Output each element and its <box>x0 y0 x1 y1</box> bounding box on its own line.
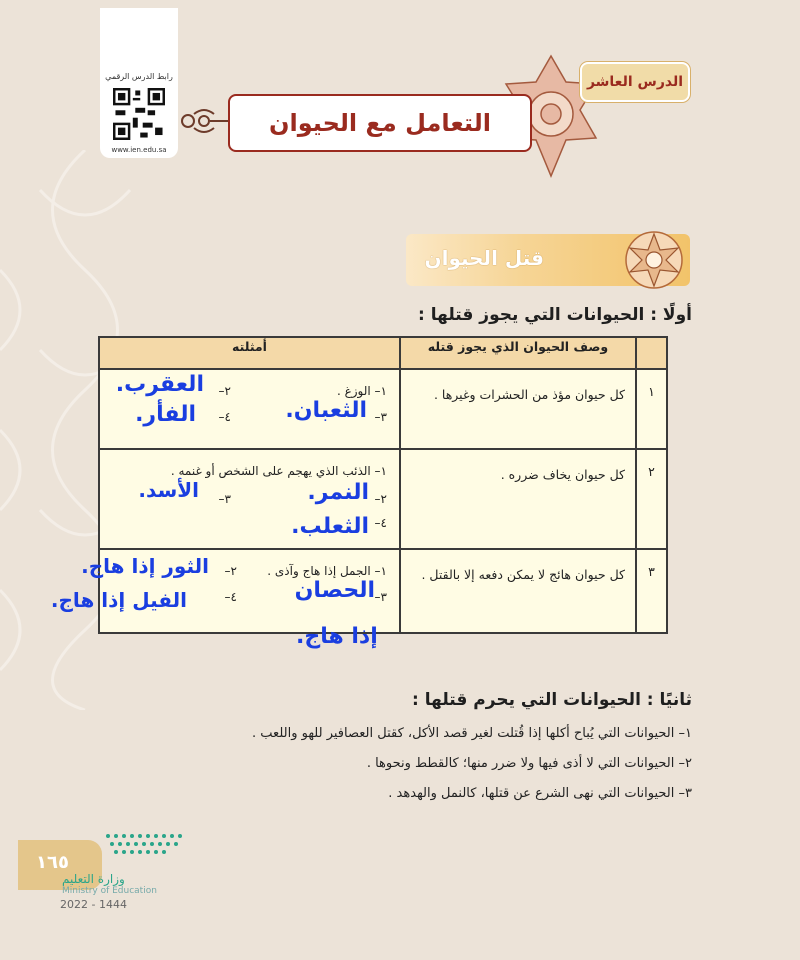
edition-year: 2022 - 1444 <box>60 898 127 911</box>
qr-code-icon[interactable] <box>113 88 165 140</box>
qr-label: رابط الدرس الرقمي <box>105 72 173 81</box>
lesson-title: التعامل مع الحيوان <box>269 109 491 137</box>
handwritten-answer[interactable]: العقرب. <box>115 372 204 397</box>
page-number: ١٦٥ <box>36 852 69 873</box>
header-description: وصف الحيوان الذي يجوز قتله <box>400 337 636 369</box>
lesson-number-tag: الدرس العاشر <box>580 62 690 102</box>
row-examples <box>99 369 400 449</box>
part2-heading: ثانيًا : الحيوانات التي يحرم قتلها : <box>412 690 692 710</box>
example-3: ٣– <box>218 492 231 506</box>
qr-url: www.ien.edu.sa <box>111 146 167 154</box>
handwritten-answer[interactable]: إذا هاج. <box>296 624 378 649</box>
handwritten-answer[interactable]: النمر. <box>307 480 369 505</box>
example-4: ٤– <box>218 410 231 424</box>
example-2: ٢– <box>374 492 387 506</box>
list-item: ٣– الحيوانات التي نهى الشرع عن قتلها، كالنمل والهدهد . <box>388 786 692 801</box>
section-title: قتل الحيوان <box>424 246 544 270</box>
example-2: ٢– <box>224 564 237 578</box>
header-num <box>636 337 667 369</box>
example-3: ٣– <box>374 590 387 604</box>
table-header-row <box>99 337 667 369</box>
handwritten-answer[interactable]: الأسد. <box>138 478 199 502</box>
qr-panel <box>100 8 178 158</box>
part1-heading: أولًا : الحيوانات التي يجوز قتلها : <box>418 305 692 325</box>
handwritten-answer[interactable]: الفيل إذا هاج. <box>50 588 187 612</box>
handwritten-answer[interactable]: الحصان <box>294 578 375 603</box>
example-1: ١– الذئب الذي يهجم على الشخص أو غنمه . <box>170 464 387 478</box>
example-1: ١– الجمل إذا هاج وآذى . <box>267 564 387 578</box>
handwritten-answer[interactable]: الثعبان. <box>285 398 367 423</box>
star-medallion-icon <box>624 230 684 290</box>
forbidden-list <box>72 724 692 814</box>
row-number: ٣ <box>636 549 667 633</box>
ministry-logo-icon <box>98 828 190 862</box>
example-3: ٣– <box>374 410 387 424</box>
scroll-ornament-icon <box>176 104 232 138</box>
ministry-name-en: Ministry of Education <box>62 886 157 896</box>
handwritten-answer[interactable]: الثور إذا هاج. <box>81 554 209 578</box>
row-number: ١ <box>636 369 667 449</box>
handwritten-answer[interactable]: الثعلب. <box>291 514 369 539</box>
row-examples <box>50 549 400 633</box>
table-row <box>99 369 667 449</box>
ministry-name: وزارة التعليم <box>62 872 125 886</box>
list-item: ٢– الحيوانات التي لا أذى فيها ولا ضرر منها؛ كالقطط ونحوها . <box>366 756 692 771</box>
row-description: كل حيوان يخاف ضرره . <box>400 449 636 549</box>
row-description: كل حيوان هائج لا يمكن دفعه إلا بالقتل . <box>400 549 636 633</box>
example-4: ٤– <box>374 516 387 530</box>
example-4: ٤– <box>224 590 237 604</box>
animals-table <box>50 336 668 634</box>
row-description: كل حيوان مؤذ من الحشرات وغيرها . <box>400 369 636 449</box>
lesson-title-box <box>228 94 532 152</box>
row-examples <box>99 449 400 549</box>
table-row <box>99 549 667 633</box>
list-item: ١– الحيوانات التي يُباح أكلها إذا قُتلت لغير قصد الأكل، كقتل العصافير للهو واللعب . <box>252 726 692 741</box>
example-2: ٢– <box>218 384 231 398</box>
row-number: ٢ <box>636 449 667 549</box>
header-examples: أمثلته <box>99 337 400 369</box>
table-row <box>99 449 667 549</box>
example-1: ١– الوزغ . <box>336 384 387 398</box>
handwritten-answer[interactable]: الفأر. <box>135 402 196 427</box>
